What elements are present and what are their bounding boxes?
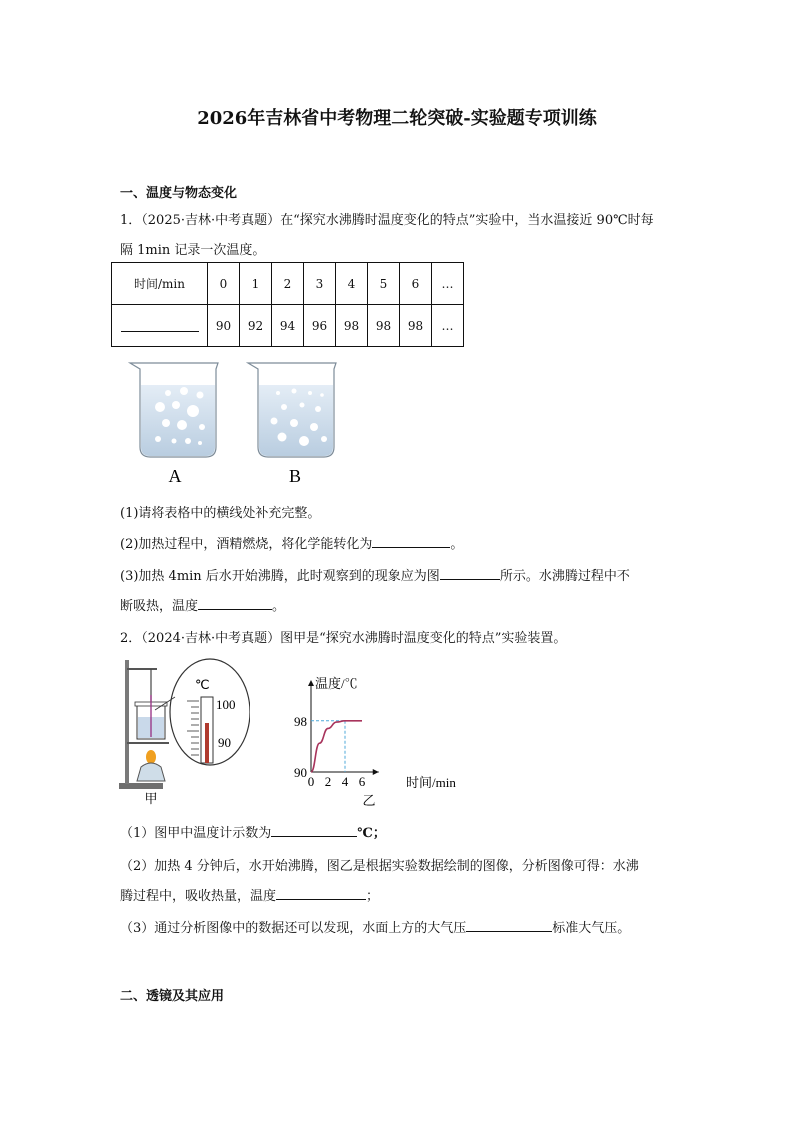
table-cell: 98: [368, 305, 400, 347]
answer-blank: [121, 317, 199, 332]
answer-blank: [466, 917, 552, 932]
temperature-curve: [311, 721, 362, 772]
q2-part3-text: （3）通过分析图像中的数据还可以发现，水面上方的大气压: [120, 921, 467, 936]
table-cell: 96: [304, 305, 336, 347]
flame: [146, 750, 156, 764]
q2-part2-end: ；: [366, 889, 380, 904]
thermometer-unit: ℃: [195, 677, 210, 692]
chart-axes: [294, 680, 379, 789]
q2-part1: [120, 822, 386, 841]
chart-marks: [311, 721, 362, 772]
thermometer-mark-100: 100: [216, 697, 236, 712]
beaker-b-label: B: [288, 466, 302, 486]
x-tick-label: 4: [341, 774, 349, 789]
q2-part3: [120, 917, 630, 936]
y-axis-arrow: [308, 680, 314, 686]
table-cell: …: [432, 305, 464, 347]
q2-part2-line2: [120, 885, 379, 904]
table-cell: 0: [208, 263, 240, 305]
answer-blank: [276, 885, 366, 900]
table-cell: 94: [272, 305, 304, 347]
x-axis-arrow: [373, 769, 379, 775]
section-heading-1: 一、温度与物态变化: [120, 186, 238, 201]
mercury-column: [205, 723, 209, 763]
q1-stem-line1: 1．（2025·吉林·中考真题）在“探究水沸腾时温度变化的特点”实验中，当水温接近 90℃时每: [120, 213, 654, 228]
x-tick-label: 0: [307, 774, 315, 789]
section-heading-2: 二、透镜及其应用: [120, 989, 225, 1004]
x-tick-label: 2: [324, 774, 332, 789]
answer-blank: [372, 533, 450, 548]
x-tick-label: 6: [358, 774, 366, 789]
q1-part1: (1)请将表格中的横线处补充完整。: [120, 506, 321, 521]
table-cell: 1: [240, 263, 272, 305]
q2-part2-text: 腾过程中，吸收热量，温度: [120, 889, 277, 904]
answer-blank: [198, 595, 272, 610]
beakers-figure: [118, 355, 358, 490]
temperature-table: [111, 262, 464, 347]
table-cell: 98: [336, 305, 368, 347]
temperature-time-chart: [285, 672, 470, 812]
q1-part3-text3: 断吸热，温度: [120, 599, 199, 614]
q1-part2-end: 。: [450, 537, 464, 552]
chart-y-axis-label: 温度/℃: [315, 676, 358, 691]
table-cell: 时间/min: [112, 263, 208, 305]
figure-yi-label: 乙: [362, 793, 376, 808]
blank-header-cell: [112, 305, 208, 347]
figure-jia-label: 甲: [144, 791, 158, 806]
answer-blank: [271, 822, 357, 837]
stand-rod: [125, 660, 129, 784]
thermometer-mark-90: 90: [218, 735, 231, 750]
table-cell: …: [432, 263, 464, 305]
answer-blank: [440, 565, 500, 580]
q2-part1-text: （1）图甲中温度计示数为: [120, 826, 272, 841]
q1-part3: [120, 565, 630, 584]
q1-part3-line2: [120, 595, 285, 614]
table-cell: 2: [272, 263, 304, 305]
table-cell: 98: [400, 305, 432, 347]
table-cell: 5: [368, 263, 400, 305]
beaker-b: [248, 363, 336, 457]
apparatus-figure: [115, 655, 250, 807]
q2-part1-unit: ℃；: [357, 826, 386, 841]
y-tick-label: 90: [294, 765, 307, 780]
chart-x-axis-label: 时间/min: [406, 775, 456, 790]
table-cell: 3: [304, 263, 336, 305]
q1-part3-end: 。: [272, 599, 286, 614]
y-tick-label: 98: [294, 713, 307, 729]
table-cell: 92: [240, 305, 272, 347]
beaker-a-label: A: [168, 466, 182, 486]
table-cell: 6: [400, 263, 432, 305]
beaker-a: [130, 363, 218, 457]
table-row: [112, 263, 464, 305]
q2-part2: （2）加热 4 分钟后，水开始沸腾，图乙是根据实验数据绘制的图像，分析图像可得：水沸: [120, 859, 639, 874]
alcohol-lamp: [137, 763, 165, 781]
table-cell: 4: [336, 263, 368, 305]
q2-stem: 2．（2024·吉林·中考真题）图甲是“探究水沸腾时温度变化的特点”实验装置。: [120, 631, 567, 646]
q1-part2-text: (2)加热过程中，酒精燃烧，将化学能转化为: [120, 537, 373, 552]
q2-part3-end: 标准大气压。: [552, 921, 631, 936]
table-row: [112, 305, 464, 347]
table-cell: 90: [208, 305, 240, 347]
q1-part2: [120, 533, 463, 552]
q1-part3-text2: 所示。水沸腾过程中不: [499, 569, 630, 584]
q1-part3-text: (3)加热 4min 后水开始沸腾，此时观察到的现象应为图: [120, 569, 440, 584]
page-title: 2026年吉林省中考物理二轮突破-实验题专项训练: [197, 108, 597, 129]
q1-stem-line2: 隔 1min 记录一次温度。: [120, 243, 266, 258]
